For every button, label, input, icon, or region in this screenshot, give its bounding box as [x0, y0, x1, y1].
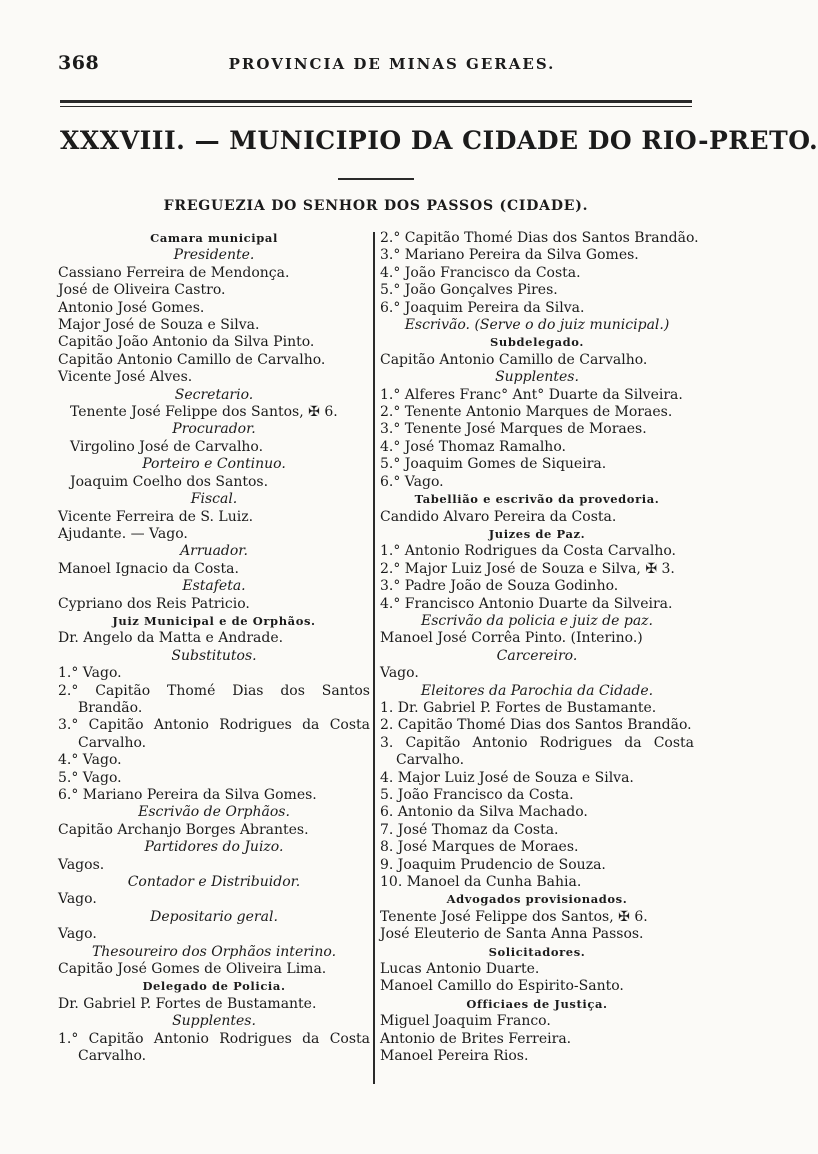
entry-line: 4.° José Thomaz Ramalho. — [380, 438, 566, 455]
role-title: Depositario geral. — [150, 908, 278, 925]
parish-title: FREGUEZIA DO SENHOR DOS PASSOS (CIDADE). — [163, 198, 589, 214]
entry-line: 6.° Vago. — [380, 473, 444, 490]
role-title: Thesoureiro dos Orphãos interino. — [91, 943, 337, 960]
role-title: Secretario. — [174, 386, 254, 403]
section-heading: Officiaes de Justiça. — [466, 996, 608, 1011]
entry-line: 1.° Vago. — [58, 665, 122, 682]
section-heading: Subdelegado. — [490, 335, 584, 350]
role-title: Arruador. — [180, 543, 248, 560]
role-title: Carcereiro. — [496, 647, 578, 664]
entry-line: Vicente José Alves. — [58, 369, 193, 386]
right-column — [380, 230, 699, 1066]
header-rule-thin — [60, 106, 692, 107]
page-number: 368 — [58, 52, 100, 74]
entry-line: Capitão José Gomes de Oliveira Lima. — [58, 961, 327, 978]
entry-line: Dr. Gabriel P. Fortes de Bustamante. — [58, 995, 317, 1012]
entry-line: Manoel Ignacio da Costa. — [58, 560, 239, 577]
entry-line: 3. Capitão Antonio Rodrigues da Costa Carvalho. — [380, 734, 694, 769]
entry-line: Tenente José Felippe dos Santos, ✠ 6. — [380, 908, 648, 925]
entry-line: 2. Capitão Thomé Dias dos Santos Brandão. — [380, 717, 692, 734]
entry-line: Miguel Joaquim Franco. — [380, 1013, 551, 1030]
section-heading: Juiz Municipal e de Orphãos. — [112, 613, 316, 628]
entry-line: 5.° Vago. — [58, 769, 122, 786]
entry-line: Tenente José Felippe dos Santos, ✠ 6. — [70, 404, 338, 421]
column-divider — [373, 232, 375, 1084]
running-title: PROVINCIA DE MINAS GERAES. — [228, 55, 556, 73]
role-title: Partidores do Juizo. — [144, 839, 284, 856]
entry-line: 6. Antonio da Silva Machado. — [380, 804, 588, 821]
role-title: Supplentes. — [495, 369, 579, 386]
entry-line: 4.° João Francisco da Costa. — [380, 264, 581, 281]
entry-line: 3.° Padre João de Souza Godinho. — [380, 578, 619, 595]
entry-line: 2.° Tenente Antonio Marques de Moraes. — [380, 404, 673, 421]
entry-line: Vicente Ferreira de S. Luiz. — [58, 508, 254, 525]
entry-line: Virgolino José de Carvalho. — [70, 438, 264, 455]
entry-line: Dr. Angelo da Matta e Andrade. — [58, 630, 284, 647]
entry-line: 1.° Antonio Rodrigues da Costa Carvalho. — [380, 543, 677, 560]
role-title: Porteiro e Continuo. — [142, 456, 286, 473]
entry-line: 9. Joaquim Prudencio de Souza. — [380, 856, 606, 873]
entry-line: Vago. — [380, 665, 419, 682]
section-heading: Juizes de Paz. — [488, 526, 586, 541]
entry-line: 3.° Tenente José Marques de Moraes. — [380, 421, 647, 438]
section-heading: Delegado de Policia. — [142, 979, 286, 994]
entry-line: 8. José Marques de Moraes. — [380, 839, 579, 856]
entry-line: Antonio José Gomes. — [58, 299, 205, 316]
chapter-title: XXXVIII. — MUNICIPIO DA CIDADE DO RIO-PRETO. — [60, 126, 818, 155]
entry-line: Capitão Archanjo Borges Abrantes. — [58, 821, 309, 838]
role-title: Eleitores da Parochia da Cidade. — [420, 682, 654, 699]
entry-line: Manoel José Corrêa Pinto. (Interino.) — [380, 630, 643, 647]
entry-line: 5.° Joaquim Gomes de Siqueira. — [380, 456, 607, 473]
entry-line: 4.° Vago. — [58, 752, 122, 769]
entry-line: 1. Dr. Gabriel P. Fortes de Bustamante. — [380, 699, 657, 716]
role-title: Estafeta. — [182, 578, 246, 595]
entry-line: 4.° Francisco Antonio Duarte da Silveira. — [380, 595, 673, 612]
entry-line: Capitão João Antonio da Silva Pinto. — [58, 334, 315, 351]
entry-line: Manoel Pereira Rios. — [380, 1048, 529, 1065]
role-title: Procurador. — [172, 421, 256, 438]
entry-line: Vago. — [58, 891, 97, 908]
role-title: Contador e Distribuidor. — [127, 874, 301, 891]
entry-line: Capitão Antonio Camillo de Carvalho. — [58, 351, 326, 368]
entry-line: 6.° Joaquim Pereira da Silva. — [380, 299, 585, 316]
section-heading: Solicitadores. — [488, 944, 586, 959]
entry-line: Candido Alvaro Pereira da Costa. — [380, 508, 617, 525]
section-heading: Camara municipal — [150, 231, 278, 245]
entry-line: Antonio de Brites Ferreira. — [380, 1030, 572, 1047]
section-heading: Tabellião e escrivão da provedoria. — [414, 492, 660, 507]
entry-line: Cassiano Ferreira de Mendonça. — [58, 264, 290, 281]
entry-line: 10. Manoel da Cunha Bahia. — [380, 874, 582, 891]
entry-line: Lucas Antonio Duarte. — [380, 961, 540, 978]
role-title: Escrivão da policia e juiz de paz. — [421, 612, 653, 629]
entry-line: Vago. — [58, 926, 97, 943]
entry-line: 4. Major Luiz José de Souza e Silva. — [380, 769, 634, 786]
role-title: Fiscal. — [190, 491, 238, 508]
entry-line: 5.° João Gonçalves Pires. — [380, 282, 558, 299]
section-heading: Advogados provisionados. — [446, 892, 628, 907]
entry-line: Major José de Souza e Silva. — [58, 317, 260, 334]
entry-line: Cypriano dos Reis Patricio. — [58, 595, 250, 612]
role-title: Escrivão de Orphãos. — [138, 804, 290, 821]
entry-line: 2.° Major Luiz José de Souza e Silva, ✠ 3. — [380, 560, 675, 577]
entry-line: Manoel Camillo do Espirito-Santo. — [380, 978, 624, 995]
entry-line: 2.° Capitão Thomé Dias dos Santos Brandão. — [380, 230, 699, 246]
entry-line: Vagos. — [58, 856, 105, 873]
entry-line: Capitão Antonio Camillo de Carvalho. — [380, 351, 648, 368]
role-title: Substitutos. — [171, 647, 257, 664]
running-header — [52, 52, 692, 76]
entry-line: Ajudante. — Vago. — [58, 525, 188, 542]
title-divider — [338, 178, 414, 180]
role-title: Escrivão. (Serve o do juiz municipal.) — [404, 317, 670, 334]
entry-line: 5. João Francisco da Costa. — [380, 787, 574, 803]
entry-line: 7. José Thomaz da Costa. — [380, 821, 559, 838]
header-rule-thick — [60, 100, 692, 103]
role-title: Supplentes. — [172, 1013, 256, 1030]
entry-line: 3.° Mariano Pereira da Silva Gomes. — [380, 247, 639, 264]
left-column — [58, 230, 370, 1066]
entry-line: 2.° Capitão Thomé Dias dos Santos Brandão. — [58, 682, 370, 716]
entry-line: Joaquim Coelho dos Santos. — [70, 473, 269, 490]
entry-line: José de Oliveira Castro. — [58, 282, 226, 299]
entry-line: 1.° Capitão Antonio Rodrigues da Costa Carvalho. — [58, 1030, 370, 1065]
entry-line: 6.° Mariano Pereira da Silva Gomes. — [58, 787, 317, 803]
role-title: Presidente. — [173, 247, 255, 264]
entry-line: 3.° Capitão Antonio Rodrigues da Costa Carvalho. — [58, 717, 370, 751]
entry-line: José Eleuterio de Santa Anna Passos. — [380, 926, 644, 943]
entry-line: 1.° Alferes Franc° Ant° Duarte da Silveira. — [380, 386, 683, 403]
